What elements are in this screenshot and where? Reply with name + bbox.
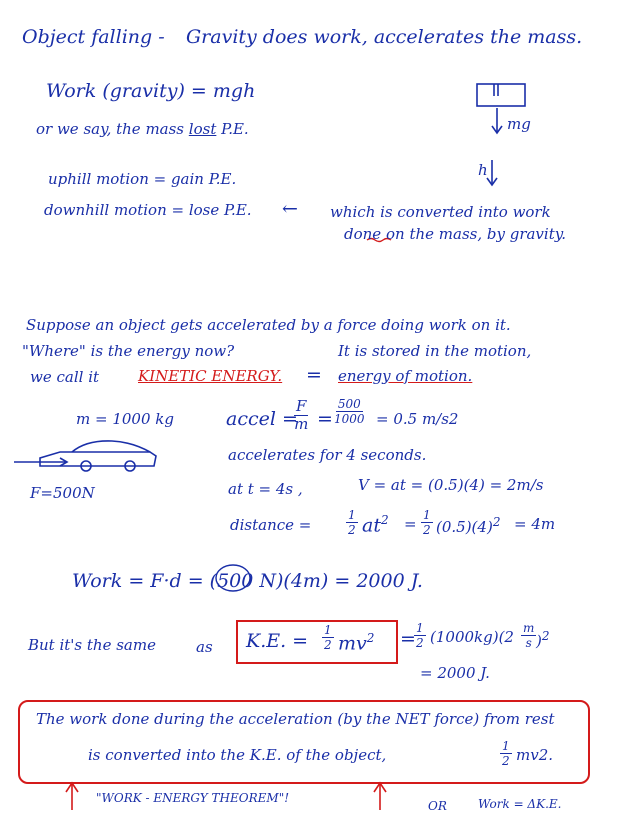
stored-in-motion: It is stored in the motion,	[338, 342, 532, 360]
accel-result: = 0.5 m/s2	[376, 410, 459, 428]
theorem-line-2: is converted into the K.E. of the object,	[88, 746, 387, 764]
half-fraction-2: $\frac{1}{2}$	[423, 508, 431, 537]
done-on-mass-text: done on the mass, by gravity.	[344, 225, 566, 243]
where-question: "Where" is the energy now?	[22, 342, 235, 360]
ke-half-2: $\frac{1}{2}$	[416, 621, 424, 650]
uphill-line: uphill motion = gain P.E.	[48, 170, 237, 188]
work-gravity-equation: Work (gravity) = mgh	[46, 80, 256, 102]
h-label: h	[478, 161, 488, 179]
theorem-line-1: The work done during the acceleration (by the NET force) from rest	[36, 710, 555, 728]
we-call-it: we call it	[30, 368, 100, 386]
ke-half: $\frac{1}{2}$	[324, 623, 332, 652]
mv-squared: $mv^2$	[338, 631, 375, 655]
downhill-line: downhill motion = lose P.E.	[44, 201, 252, 219]
ke-label: K.E. =	[246, 630, 309, 652]
mass-value: m = 1000 kg	[76, 410, 174, 428]
kinetic-energy-label: KINETIC ENERGY.	[138, 367, 283, 385]
or-label: OR	[428, 799, 447, 813]
energy-of-motion: energy of motion.	[338, 367, 473, 385]
theorem-name: "WORK - ENERGY THEOREM"!	[96, 791, 290, 805]
f-over-m-fraction: $\frac{F}{m}$	[294, 397, 309, 433]
ke-result: = 2000 J.	[420, 664, 490, 682]
theorem-mv2: mv2.	[516, 746, 554, 764]
500-over-1000-fraction: $\frac{500}{1000}$	[334, 397, 365, 426]
m-over-s: $\frac{m}{s}$	[523, 621, 535, 650]
gravity-statement: Gravity does work, accelerates the mass.	[186, 26, 583, 48]
ke-substitution: (1000kg)(2	[430, 628, 514, 646]
accel-label: accel =	[226, 408, 298, 430]
converted-text: which is converted into work	[330, 203, 551, 221]
distance-result: = 4m	[514, 515, 556, 533]
work-equation: Work = F·d = (500 N)(4m) = 2000 J.	[72, 570, 423, 592]
theorem-half: $\frac{1}{2}$	[502, 739, 510, 768]
time-label: at t = 4s ,	[228, 480, 303, 498]
distance-label: distance =	[230, 516, 312, 534]
mass-lost-text: or we say, the mass lost P.E.	[36, 120, 249, 138]
force-label: F=500N	[30, 484, 95, 502]
car-sketch	[14, 441, 156, 471]
equals-sign: =	[306, 364, 322, 386]
notes-page: Object falling - Gravity does work, accelerates the mass. Work (gravity) = mgh or we say, the mass lost P.E. mg h uphill motion = gain P.E. downhill motion = lose P.E. ← which is converted into work done on the mass, by gravity. Suppose an object gets accelerated by a force doing work on it. "Where" is the energy now? It is stored in the motion, we call it KINETIC ENERGY. = energy of motion. m = 1000 kg accel = $\frac{F}{m}$ = $\frac{500}{1000}$ = 0.5 m/s2 accelerates for 4 seconds. F=500N at t = 4s , V = at = (0.5)(4) = 2m/s distance = $\frac{1}{2}$ $at^2$ = $\frac{1}{2}$ $(0.5)(4)^2$ = 4m Work = F·d = (500 N)(4m) = 2000 J. But it's the same as K.E. = $\frac{1}{2}$ $mv^2$ = $\frac{1}{2}$ (1000kg)(2 $\frac{m}{s}$ )$^2$ = 2000 J. The work done during the acceleration (by the NET force) from rest is converted into the K.E. of the object, $\frac{1}{2}$ mv2. "WORK - ENERGY THEOREM"! OR Work = ΔK.E.	[0, 0, 633, 824]
mg-label: mg	[507, 115, 531, 133]
lost-word: lost	[188, 120, 217, 138]
falling-heading: Object falling -	[22, 26, 165, 48]
as-text: as	[196, 638, 213, 656]
distance-substitution: $(0.5)(4)^2$	[436, 515, 501, 536]
work-delta-ke: Work = ΔK.E.	[478, 797, 562, 811]
velocity-equation: V = at = (0.5)(4) = 2m/s	[358, 476, 544, 494]
half-fraction: $\frac{1}{2}$	[348, 508, 356, 537]
accelerates-text: accelerates for 4 seconds.	[228, 446, 427, 464]
suppose-line: Suppose an object gets accelerated by a force doing work on it.	[26, 316, 511, 334]
left-arrow: ←	[282, 198, 298, 220]
at-squared: $at^2$	[362, 513, 389, 537]
same-as-text: But it's the same	[28, 636, 156, 654]
